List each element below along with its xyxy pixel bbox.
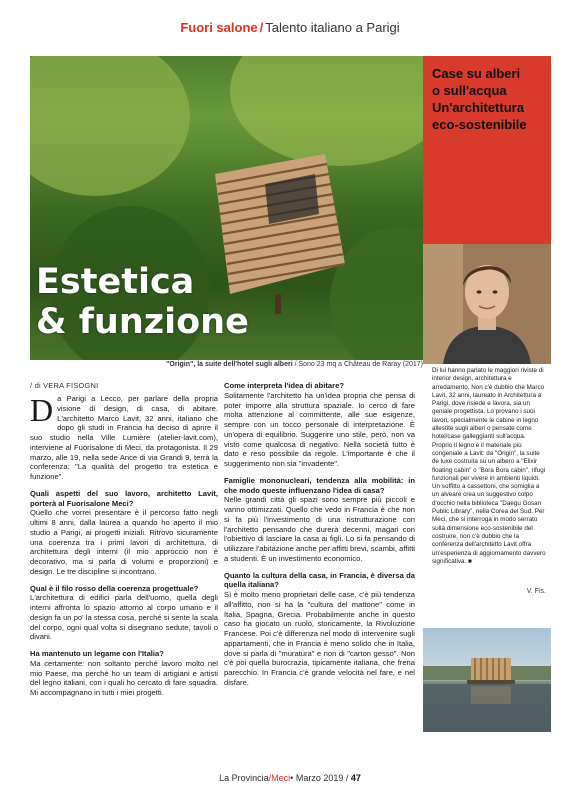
intro-paragraph <box>30 394 218 482</box>
architect-portrait <box>423 244 551 364</box>
sidebar-title-line-1: Case su alberi <box>432 66 521 81</box>
article-column-2 <box>224 381 415 688</box>
sidebar-body-text: Di lui hanno parlato le maggiori riviste di interior design, architettura e arredamento. Non c'è dubbio che Marco Lavit, 32 anni, laureato in Architettura a Parigi, dove risiede e lavora, sia un geniale progettista. Lo provano i suoi lavori, specialmente le cabine in legno allestite sugli alberi o pensate come hotel/case galleggianti sull'acqua. Proprio il legno è il materiale più congeniale a Lavit: da "Origin", la suite de luxe costruita su un albero a "Elixir floating cabin" o "Bora Bora cabin", rifugi funzionali per vivere in ambienti liquidi. Un soffitto a cassettoni, che somiglia a un alveare crea un suggestivo colpo d'occhio nella biblioteca "Daegu Gosan Public Library", nella Corea del Sud. Per Meci, che si interroga in modo serrato sulla dimensione eco-sostenibile del costruire, non c'è dubbio che la conferenza dell'architetto Lavit offra un'esperienza di aggiornamento davvero significativa. ■ <box>432 367 546 565</box>
footer-separator: / <box>268 773 272 783</box>
page-number: 47 <box>350 773 361 783</box>
sidebar-title-line-4: eco-sostenibile <box>432 117 527 132</box>
caption-bold: "Origin", la suite dell'hotel sugli alberi <box>166 361 293 368</box>
floating-cabin-photo <box>423 628 551 732</box>
page-footer <box>0 773 580 783</box>
section-subtitle: Talento italiano a Parigi <box>265 20 400 35</box>
article-title <box>36 262 249 342</box>
section-label: Fuori salone <box>180 20 258 35</box>
sidebar-title-line-3: Un'architettura <box>432 100 524 115</box>
intro-text: a Parigi a Lecco, per parlare della propria visione di design, di casa, di abitare. L'architetto Marco Lavit, 32 anni, italiano che dopo gli studi in Francia ha deciso di aprire il suo studio nella Ville Lumière (atelier-lavit.com), interviene al Fuorisalone di Meci, da protagonista. Il 29 marzo, alle 19, nella sede Ance di via Grandi 9, terrà la conferenza: "La qualità del progetto tra estetica e funzione". <box>30 394 218 481</box>
foliage-shape <box>30 56 190 196</box>
sidebar-title-line-2: o sull'acqua <box>432 83 507 98</box>
photo-caption <box>30 361 423 368</box>
page-header <box>0 20 580 35</box>
drop-cap: D <box>30 392 54 428</box>
caption-rest: / Sono 23 mq a Château de Raray (2017) <box>292 361 423 368</box>
hero-photo <box>30 56 423 360</box>
lake-cabin-illustration <box>423 628 551 732</box>
sidebar-title <box>432 65 546 133</box>
issue-date: • Marzo 2019 <box>290 773 344 783</box>
footer-separator-2: / <box>343 773 351 783</box>
answer-4: Solitamente l'architetto ha un'idea propria che pensa di poter imporre alla struttura spaziale. Io cerco di fare molta attenzione al committente, alle sue esigenze, sempre con un tocco personale di interpretazione. È un'opera di equilibrio. Suggerire uno stile, però, non va visto come qualcosa di negativo. Nella società tutto è dato e reso possibile da regole. L'importante è che il suggerimento non sia "invadente". <box>224 390 415 468</box>
article-column-1 <box>30 394 218 698</box>
answer-5: Nelle grandi città gli spazi sono sempre più piccoli e vanno ottimizzati. Quello che vedo in Francia è che non si fa più l'investimento di una ristrutturazione con l'architetto pensando che durerà decenni, magari con l'obiettivo di lasciare la casa ai figli. Lo si fa pensando di utilizzare l'abitazione anche per affitti brevi, scambi, affitti a studenti. È un investimento economico. <box>224 495 415 563</box>
portrait-illustration <box>423 244 551 364</box>
question-4: Come interpreta l'idea di abitare? <box>224 381 344 390</box>
answer-3: Ma certamente: non soltanto perché lavoro molto nel mio Paese, ma perché ho un team di artigiani e artisti del legno italiani, con i quali ho cercato di fare squadra. Mi accompagnano in tutti i miei progetti. <box>30 658 218 697</box>
publication-name: La Provincia <box>219 773 269 783</box>
byline: / di VERA FISOGNI <box>30 381 99 390</box>
answer-2: L'architettura di edifici parla dell'uomo, quella degli interni affronta lo spazio attorno al corpo umano e il design fa un po' la stessa cosa, perché si sente la scala del corpo, ogni qual volta si disegnano sedute, tavoli o divani. <box>30 593 218 642</box>
magazine-name: Meci <box>271 773 291 783</box>
answer-6: Sì è molto meno proprietari delle case, c'è più tendenza all'affitto, non si ha la "cultura del mattone" come in Italia, Spagna, Grecia. Probabilmente anche in questo caso ha giocato un ruolo, storicamente, la Rivoluzione Francese. Poi c'è differenza nel modo di intervenire sugli appartamenti, che in Francia è meno solido che in Italia, dove si parla di "muratura" e non di "carton gesso". Non c'è poi quella burocrazia, tipicamente italiana, che frena parecchio. In Francia c'è grande velocità nel fare, e nel disfare. <box>224 590 415 687</box>
question-6: Quanto la cultura della casa, in Francia, è diversa da quella italiana? <box>224 570 415 590</box>
sidebar-signature: V. Fis. <box>526 588 546 595</box>
title-line-2: & funzione <box>36 302 249 342</box>
question-5: Famiglie mononucleari, tendenza alla mobilità: in che modo queste influenzano l'idea di casa? <box>224 475 415 495</box>
header-separator: / <box>259 20 264 35</box>
question-2: Qual è il filo rosso della coerenza progettuale? <box>30 583 199 593</box>
title-line-1: Estetica <box>36 262 195 302</box>
answer-1: Quello che vorrei presentare è il percorso fatto negli ultimi 8 anni, dalla laurea a quando ho aperto il mio studio a Parigi, ai progetti iniziali. Ritrovo sicuramente una coerenza tra i primi lavori di architettura, di architettura degli interni (il mio approccio non è decorativo, ma si parla di volumi e proporzioni) e design. Le tre discipline si incontrano. <box>30 508 218 576</box>
question-3: Ha mantenuto un legame con l'Italia? <box>30 649 164 658</box>
question-1: Quali aspetti del suo lavoro, architetto Lavit, porterà al Fuorisalone Meci? <box>30 488 218 508</box>
